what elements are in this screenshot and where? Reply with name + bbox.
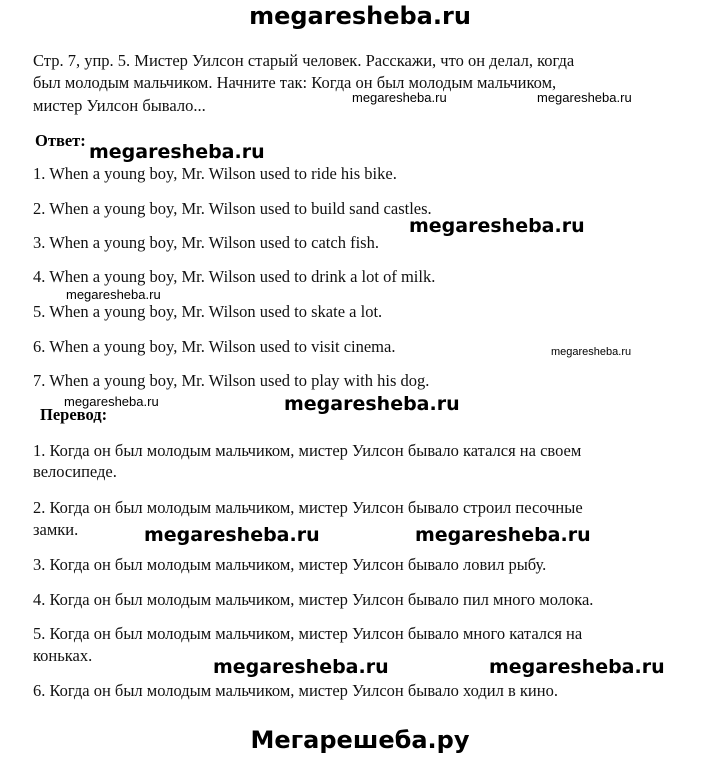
answer-item-4: 4. When a young boy, Mr. Wilson used to drink a lot of milk.: [33, 267, 436, 286]
translation-heading: Перевод:: [40, 405, 108, 424]
watermark: megaresheba.ru: [89, 141, 265, 163]
watermark: megaresheba.ru: [284, 393, 460, 415]
answer-item-5: 5. When a young boy, Mr. Wilson used to skate a lot.: [33, 302, 383, 321]
translation-item-2-line-1: 2. Когда он был молодым мальчиком, мистер Уилсон бывало строил песочные: [33, 498, 583, 517]
watermark: megaresheba.ru: [537, 90, 632, 105]
answer-heading: Ответ:: [35, 131, 86, 150]
watermark: megaresheba.ru: [551, 346, 632, 358]
answer-item-6: 6. When a young boy, Mr. Wilson used to visit cinema.: [33, 337, 396, 356]
translation-item-2-line-2: замки.: [33, 520, 79, 539]
translation-item-3: 3. Когда он был молодым мальчиком, мистер Уилсон бывало ловил рыбу.: [33, 555, 547, 574]
watermark: megaresheba.ru: [66, 287, 161, 302]
answer-item-7: 7. When a young boy, Mr. Wilson used to play with his dog.: [33, 371, 430, 390]
answer-item-2: 2. When a young boy, Mr. Wilson used to build sand castles.: [33, 199, 432, 218]
watermark: megaresheba.ru: [64, 394, 159, 409]
translation-item-5-line-1: 5. Когда он был молодым мальчиком, мистер Уилсон бывало много катался на: [33, 624, 583, 643]
translation-item-5-line-2: коньках.: [33, 646, 93, 665]
translation-item-1-line-2: велосипеде.: [33, 462, 117, 481]
task-line-2: был молодым мальчиком. Начните так: Когда он был молодым мальчиком,: [33, 73, 557, 92]
translation-item-1-line-1: 1. Когда он был молодым мальчиком, мистер Уилсон бывало катался на своем: [33, 441, 582, 460]
watermark: megaresheba.ru: [213, 656, 389, 678]
task-line-3: мистер Уилсон бывало...: [33, 96, 206, 115]
answer-item-1: 1. When a young boy, Mr. Wilson used to ride his bike.: [33, 164, 397, 183]
site-header: megaresheba.ru: [249, 2, 471, 30]
watermark: megaresheba.ru: [144, 524, 320, 546]
watermark: megaresheba.ru: [415, 524, 591, 546]
translation-item-4: 4. Когда он был молодым мальчиком, мистер Уилсон бывало пил много молока.: [33, 590, 594, 609]
task-line-1: Стр. 7, упр. 5. Мистер Уилсон старый человек. Расскажи, что он делал, когда: [33, 51, 575, 70]
answer-item-3: 3. When a young boy, Mr. Wilson used to catch fish.: [33, 233, 379, 252]
watermark: megaresheba.ru: [352, 90, 447, 105]
translation-item-6: 6. Когда он был молодым мальчиком, мистер Уилсон бывало ходил в кино.: [33, 681, 558, 700]
watermark: megaresheba.ru: [489, 656, 665, 678]
site-footer: Мегарешеба.ру: [250, 726, 470, 754]
watermark: megaresheba.ru: [409, 215, 585, 237]
